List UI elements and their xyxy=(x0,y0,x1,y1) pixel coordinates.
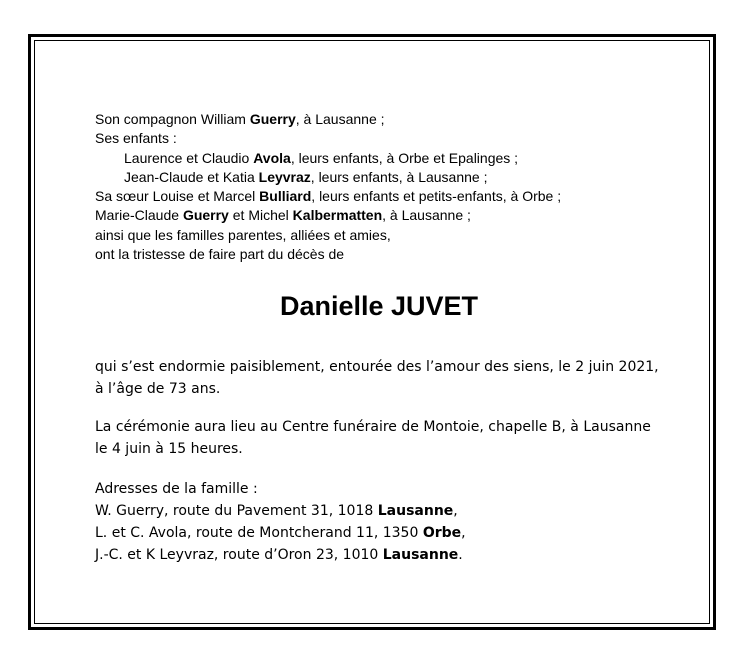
family-line: Laurence et Claudio Avola, leurs enfants, à Orbe et Epalinges ; xyxy=(124,149,519,166)
family-line: ont la tristesse de faire part du décès de xyxy=(95,246,345,263)
passing-line: qui s’est endormie paisiblement, entourée des l’amour des siens, le 2 juin 2021, xyxy=(95,359,659,375)
family-line: ainsi que les familles parentes, alliées et amies, xyxy=(95,226,391,243)
family-line: Sa sœur Louise et Marcel Bulliard, leurs enfants et petits-enfants, à Orbe ; xyxy=(95,188,562,205)
addresses-block xyxy=(95,478,466,566)
address-line: L. et C. Avola, route de Montcherand 11, 1350 Orbe, xyxy=(95,525,466,541)
family-line: Jean-Claude et Katia Leyvraz, leurs enfants, à Lausanne ; xyxy=(124,168,488,185)
passing-line: à l’âge de 73 ans. xyxy=(95,381,221,397)
ceremony-line: le 4 juin à 15 heures. xyxy=(95,441,243,457)
address-line: W. Guerry, route du Pavement 31, 1018 Lausanne, xyxy=(95,503,458,519)
addresses-heading: Adresses de la famille : xyxy=(95,481,258,497)
family-line: Marie-Claude Guerry et Michel Kalbermatten, à Lausanne ; xyxy=(95,207,471,224)
death-notice xyxy=(95,110,695,563)
family-line: Son compagnon William Guerry, à Lausanne ; xyxy=(95,111,385,127)
address-line: J.-C. et K Leyvraz, route d’Oron 23, 1010 Lausanne. xyxy=(95,547,463,563)
family-line: Ses enfants : xyxy=(95,130,177,147)
ceremony-line: La cérémonie aura lieu au Centre funéraire de Montoie, chapelle B, à Lausanne xyxy=(95,419,651,435)
family-list xyxy=(95,110,695,264)
ceremony-paragraph xyxy=(95,416,651,460)
passing-paragraph xyxy=(95,356,659,400)
deceased-name: Danielle JUVET xyxy=(279,291,479,321)
